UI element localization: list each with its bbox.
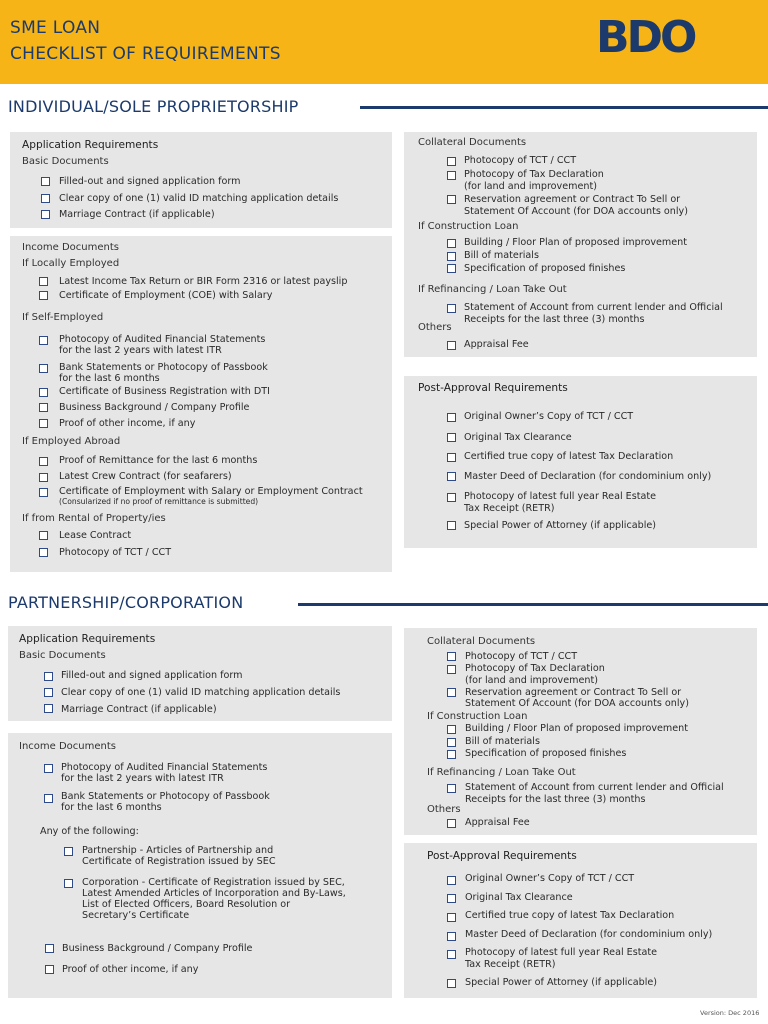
checklist-item: Bill of materials — [464, 250, 539, 261]
panel-title: Income Documents — [22, 242, 119, 253]
checkbox[interactable] — [447, 195, 456, 204]
checkbox[interactable] — [447, 738, 456, 747]
header-title-line1: SME LOAN — [10, 18, 101, 38]
panel-title: Application Requirements — [22, 139, 159, 151]
checkbox[interactable] — [447, 472, 456, 481]
checkbox[interactable] — [447, 784, 456, 793]
checkbox[interactable] — [447, 913, 456, 922]
panel-title: Post-Approval Requirements — [418, 382, 568, 394]
checklist-item: Bank Statements or Photocopy of Passbook — [61, 791, 270, 802]
checkbox[interactable] — [41, 210, 50, 219]
checkbox[interactable] — [447, 979, 456, 988]
checklist-item-cont: Latest Amended Articles of Incorporation and By-Laws, — [82, 888, 346, 899]
panel-title: Collateral Documents — [427, 636, 536, 647]
checklist-item: Proof of other income, if any — [59, 418, 196, 429]
checkbox[interactable] — [447, 652, 456, 661]
checklist-item: Corporation - Certificate of Registration issued by SEC, — [82, 877, 345, 888]
checkbox[interactable] — [39, 277, 48, 286]
checklist-item: Master Deed of Declaration (for condominium only) — [464, 471, 712, 482]
header-title-line2: CHECKLIST OF REQUIREMENTS — [10, 44, 281, 64]
checkbox[interactable] — [39, 291, 48, 300]
checklist-item: Marriage Contract (if applicable) — [59, 209, 215, 220]
checklist-item-cont: Certificate of Registration issued by SEC — [82, 856, 276, 867]
checkbox[interactable] — [447, 894, 456, 903]
checkbox[interactable] — [64, 879, 73, 888]
checkbox[interactable] — [39, 488, 48, 497]
checklist-item: Photocopy of TCT / CCT — [464, 155, 577, 166]
checkbox[interactable] — [39, 531, 48, 540]
checklist-item-cont: for the last 6 months — [61, 802, 162, 813]
checklist-item-cont: for the last 6 months — [59, 373, 160, 384]
checklist-item: Latest Crew Contract (for seafarers) — [59, 471, 232, 482]
checklist-item: Bill of materials — [465, 736, 540, 747]
checklist-item: Photocopy of latest full year Real Estate — [464, 491, 657, 502]
checkbox[interactable] — [44, 764, 53, 773]
checklist-item-cont: Statement Of Account (for DOA accounts only) — [464, 206, 688, 217]
section-title-partnership: PARTNERSHIP/CORPORATION — [8, 593, 244, 612]
checklist-item-cont: for the last 2 years with latest ITR — [59, 345, 222, 356]
checklist-item: Latest Income Tax Return or BIR Form 2316 or latest payslip — [59, 276, 348, 287]
checkbox[interactable] — [39, 403, 48, 412]
checklist-item: Certificate of Business Registration with DTI — [59, 386, 270, 397]
income-documents-panel — [8, 733, 392, 998]
checklist-item: Lease Contract — [59, 530, 132, 541]
checkbox[interactable] — [447, 433, 456, 442]
post-approval-panel — [404, 376, 757, 548]
checklist-item: Photocopy of Tax Declaration — [465, 663, 605, 674]
panel-title: Income Documents — [19, 741, 116, 752]
checkbox[interactable] — [45, 965, 54, 974]
checkbox[interactable] — [39, 419, 48, 428]
subheading: If Construction Loan — [418, 221, 519, 232]
checklist-item-cont: (for land and improvement) — [465, 675, 598, 686]
subheading: Basic Documents — [22, 156, 109, 167]
checkbox[interactable] — [447, 665, 456, 674]
checklist-item: Clear copy of one (1) valid ID matching application details — [61, 687, 341, 698]
checklist-item: Original Tax Clearance — [465, 892, 573, 903]
checkbox[interactable] — [447, 252, 456, 261]
checklist-item: Master Deed of Declaration (for condominium only) — [465, 929, 713, 940]
checklist-item: Business Background / Company Profile — [59, 402, 250, 413]
checklist-item: Filled-out and signed application form — [61, 670, 243, 681]
checklist-item: Original Tax Clearance — [464, 432, 572, 443]
checklist-item: Reservation agreement or Contract To Sell or — [464, 194, 681, 205]
checklist-item: Photocopy of Tax Declaration — [464, 169, 604, 180]
checkbox[interactable] — [44, 688, 53, 697]
subheading: Basic Documents — [19, 650, 106, 661]
checklist-item-cont: Receipts for the last three (3) months — [464, 314, 645, 325]
subheading: If from Rental of Property/ies — [22, 513, 166, 524]
checkbox[interactable] — [447, 932, 456, 941]
checklist-note: (Consularized if no proof of remittance is submitted) — [59, 497, 259, 506]
checkbox[interactable] — [447, 413, 456, 422]
checklist-item-cont: Secretary’s Certificate — [82, 910, 190, 921]
checklist-item: Specification of proposed finishes — [464, 263, 626, 274]
checkbox[interactable] — [447, 453, 456, 462]
checklist-item: Building / Floor Plan of proposed improvement — [465, 723, 688, 734]
checkbox[interactable] — [447, 171, 456, 180]
checklist-item: Filled-out and signed application form — [59, 176, 241, 187]
checklist-item-cont: for the last 2 years with latest ITR — [61, 773, 224, 784]
checkbox[interactable] — [447, 876, 456, 885]
checklist-item: Special Power of Attorney (if applicable) — [465, 977, 658, 988]
checklist-item: Original Owner’s Copy of TCT / CCT — [465, 873, 635, 884]
subheading: Others — [427, 804, 461, 815]
subheading: Others — [418, 322, 452, 333]
checklist-item: Photocopy of TCT / CCT — [465, 651, 578, 662]
checklist-item: Partnership - Articles of Partnership and — [82, 845, 274, 856]
checkbox[interactable] — [447, 157, 456, 166]
subheading: If Locally Employed — [22, 258, 120, 269]
checkbox[interactable] — [447, 493, 456, 502]
checkbox[interactable] — [447, 688, 456, 697]
checklist-item: Certificate of Employment (COE) with Salary — [59, 290, 273, 301]
checklist-item: Photocopy of TCT / CCT — [59, 547, 172, 558]
checkbox[interactable] — [447, 521, 456, 530]
checklist-item: Appraisal Fee — [465, 817, 530, 828]
version-label: Version: Dec 2016 — [700, 1009, 760, 1017]
subheading: Any of the following: — [40, 826, 139, 837]
checkbox[interactable] — [447, 304, 456, 313]
checklist-item: Certificate of Employment with Salary or Employment Contract — [59, 486, 363, 497]
checklist-item: Special Power of Attorney (if applicable) — [464, 520, 657, 531]
checkbox[interactable] — [447, 750, 456, 759]
checkbox[interactable] — [447, 239, 456, 248]
application-requirements-panel — [10, 132, 392, 228]
checklist-item: Statement of Account from current lender and Official — [465, 782, 724, 793]
checkbox[interactable] — [39, 336, 48, 345]
checkbox[interactable] — [41, 194, 50, 203]
checklist-item: Clear copy of one (1) valid ID matching application details — [59, 193, 339, 204]
checklist-item-cont: Receipts for the last three (3) months — [465, 794, 646, 805]
section-title-individual: INDIVIDUAL/SOLE PROPRIETORSHIP — [8, 97, 299, 116]
subheading: If Refinancing / Loan Take Out — [427, 767, 576, 778]
post-approval-panel — [404, 843, 757, 998]
checklist-item: Specification of proposed finishes — [465, 748, 627, 759]
checklist-item: Proof of Remittance for the last 6 months — [59, 455, 258, 466]
checklist-item: Proof of other income, if any — [62, 964, 199, 975]
application-requirements-panel — [8, 626, 392, 721]
checkbox[interactable] — [39, 473, 48, 482]
section-divider — [360, 106, 768, 109]
checklist-item-cont: List of Elected Officers, Board Resolution or — [82, 899, 291, 910]
checklist-item: Building / Floor Plan of proposed improvement — [464, 237, 687, 248]
panel-title: Post-Approval Requirements — [427, 850, 577, 862]
checkbox[interactable] — [39, 388, 48, 397]
checklist-item: Bank Statements or Photocopy of Passbook — [59, 362, 268, 373]
checklist-item: Appraisal Fee — [464, 339, 529, 350]
subheading: If Construction Loan — [427, 711, 528, 722]
checklist-item: Original Owner’s Copy of TCT / CCT — [464, 411, 634, 422]
collateral-documents-panel — [404, 132, 757, 357]
checklist-item: Statement of Account from current lender and Official — [464, 302, 723, 313]
checkbox[interactable] — [447, 264, 456, 273]
checklist-item: Certified true copy of latest Tax Declaration — [464, 451, 674, 462]
checkbox[interactable] — [44, 794, 53, 803]
checkbox[interactable] — [39, 364, 48, 373]
panel-title: Application Requirements — [19, 633, 156, 645]
bdo-logo: BDO — [596, 12, 695, 63]
checkbox[interactable] — [39, 457, 48, 466]
checklist-item: Photocopy of latest full year Real Estate — [465, 947, 658, 958]
checklist-item: Certified true copy of latest Tax Declaration — [465, 910, 675, 921]
panel-title: Collateral Documents — [418, 137, 527, 148]
section-divider — [298, 603, 768, 606]
checklist-item: Reservation agreement or Contract To Sell or — [465, 687, 682, 698]
checkbox[interactable] — [64, 847, 73, 856]
checklist-item-cont: Statement Of Account (for DOA accounts only) — [465, 698, 689, 709]
checklist-item: Marriage Contract (if applicable) — [61, 704, 217, 715]
checklist-item: Business Background / Company Profile — [62, 943, 253, 954]
checklist-item-cont: Tax Receipt (RETR) — [464, 503, 555, 514]
checklist-item-cont: (for land and improvement) — [464, 181, 597, 192]
checklist-item: Photocopy of Audited Financial Statements — [59, 334, 266, 345]
checkbox[interactable] — [39, 548, 48, 557]
checkbox[interactable] — [45, 944, 54, 953]
checklist-item: Photocopy of Audited Financial Statements — [61, 762, 268, 773]
subheading: If Employed Abroad — [22, 436, 121, 447]
collateral-documents-panel — [404, 628, 757, 835]
checkbox[interactable] — [447, 819, 456, 828]
income-documents-panel — [10, 236, 392, 572]
checkbox[interactable] — [41, 177, 50, 186]
checklist-item-cont: Tax Receipt (RETR) — [465, 959, 556, 970]
subheading: If Self-Employed — [22, 312, 104, 323]
checkbox[interactable] — [44, 704, 53, 713]
checkbox[interactable] — [447, 950, 456, 959]
checkbox[interactable] — [447, 725, 456, 734]
checkbox[interactable] — [447, 341, 456, 350]
checkbox[interactable] — [44, 672, 53, 681]
subheading: If Refinancing / Loan Take Out — [418, 284, 567, 295]
